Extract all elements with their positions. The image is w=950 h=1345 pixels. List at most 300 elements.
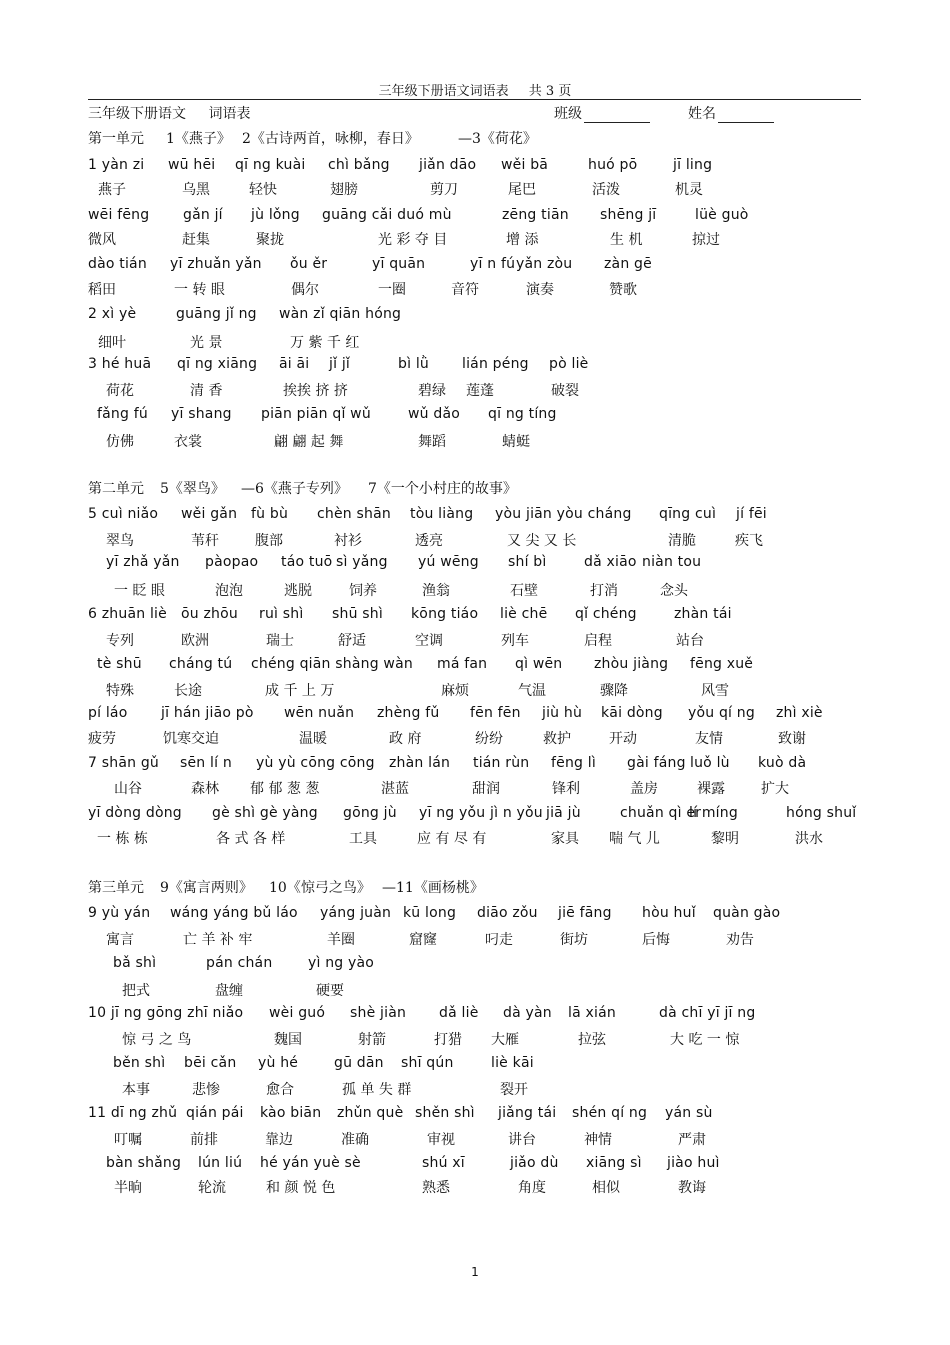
name-blank-field[interactable]	[718, 106, 774, 123]
pinyin-word: guāng cǎi duó mù	[322, 207, 452, 223]
hanzi-row	[88, 980, 861, 1000]
pinyin-word: qī ng tíng	[488, 406, 557, 422]
pinyin-row	[88, 1055, 861, 1075]
pinyin-word: má fan	[437, 656, 488, 672]
pinyin-word: shén qí ng	[572, 1105, 648, 1121]
pinyin-word: yù hé	[258, 1055, 299, 1071]
pinyin-word: kū long	[403, 905, 457, 921]
pinyin-word: yī ng yǒu jì n yǒu	[419, 805, 543, 821]
pinyin-word: qǐ chéng	[575, 606, 637, 622]
pinyin-word: yán sù	[665, 1105, 713, 1121]
hanzi-word: 衬衫	[334, 533, 362, 549]
pinyin-word: qì wēn	[515, 656, 563, 672]
hanzi-word: 仿佛	[106, 434, 134, 450]
hanzi-word: 政 府	[389, 731, 422, 747]
hanzi-word: 羊圈	[327, 932, 355, 948]
hanzi-word: 讲台	[508, 1132, 536, 1148]
pinyin-word: dà yàn	[503, 1005, 552, 1021]
pinyin-word: wěi gǎn	[181, 506, 238, 522]
pinyin-word: wáng yáng bǔ láo	[170, 905, 298, 921]
hanzi-word: 黎明	[711, 831, 739, 847]
hanzi-word: 燕子	[98, 182, 126, 198]
unit-name: 第三单元	[88, 880, 144, 896]
hanzi-row	[88, 332, 861, 352]
hanzi-word: 尾巴	[508, 182, 536, 198]
hanzi-word: 拉弦	[578, 1032, 606, 1048]
pinyin-word: lí míng	[689, 805, 738, 821]
pinyin-word: lún liú	[198, 1155, 243, 1171]
hanzi-word: 一 眨 眼	[114, 583, 165, 599]
lesson-title: 9《寓言两则》	[160, 880, 253, 896]
pinyin-word: zhàn lán	[389, 755, 451, 771]
hanzi-word: 音符	[451, 282, 479, 298]
pinyin-word: dào tián	[88, 256, 147, 272]
pinyin-row	[88, 207, 861, 227]
hanzi-word: 惊 弓 之 鸟	[122, 1032, 192, 1048]
pinyin-word: běn shì	[113, 1055, 166, 1071]
hanzi-word: 教诲	[678, 1180, 706, 1196]
hanzi-word: 洪水	[795, 831, 823, 847]
pinyin-word: fǎng fú	[97, 406, 148, 422]
hanzi-row	[88, 728, 861, 748]
hanzi-word: 赞歌	[609, 282, 637, 298]
hanzi-word: 本事	[122, 1082, 150, 1098]
hanzi-word: 透亮	[415, 533, 443, 549]
pinyin-word: kāi dòng	[601, 705, 663, 721]
hanzi-word: 硬要	[316, 983, 344, 999]
page-number: 1	[471, 1265, 479, 1279]
pinyin-row	[88, 905, 861, 925]
pinyin-word: yáng juàn	[320, 905, 392, 921]
pinyin-word: qī ng xiāng	[177, 356, 258, 372]
hanzi-word: 魏国	[274, 1032, 302, 1048]
hanzi-word: 喘 气 儿	[609, 831, 660, 847]
hanzi-row	[88, 630, 861, 650]
unit-heading	[88, 478, 861, 498]
hanzi-word: 盘缠	[215, 983, 243, 999]
hanzi-word: 掠过	[692, 232, 720, 248]
hanzi-row	[88, 1177, 861, 1197]
hanzi-word: 亡 羊 补 牢	[183, 932, 253, 948]
pinyin-row	[88, 506, 861, 526]
hanzi-word: 光 彩 夺 目	[378, 232, 448, 248]
hanzi-word: 神情	[584, 1132, 612, 1148]
hanzi-row	[88, 179, 861, 199]
pinyin-word: zhì xiè	[776, 705, 823, 721]
hanzi-word: 悲惨	[192, 1082, 220, 1098]
hanzi-word: 大 吃 一 惊	[670, 1032, 740, 1048]
lesson-title: —6《燕子专列》	[241, 481, 348, 497]
hanzi-word: 碧绿	[418, 383, 446, 399]
hanzi-word: 聚拢	[256, 232, 284, 248]
hanzi-word: 饲养	[349, 583, 377, 599]
hanzi-word: 生 机	[610, 232, 643, 248]
pinyin-word: fēng xuě	[690, 656, 754, 672]
title-row	[88, 103, 861, 123]
hanzi-row	[88, 778, 861, 798]
hanzi-word: 演奏	[526, 282, 554, 298]
hanzi-word: 长途	[174, 683, 202, 699]
hanzi-row	[88, 229, 861, 249]
hanzi-word: 翩 翩 起 舞	[274, 434, 344, 450]
pinyin-word: xiāng sì	[586, 1155, 642, 1171]
pinyin-word: shī qún	[401, 1055, 454, 1071]
pinyin-word: jiā jù	[546, 805, 581, 821]
unit-heading	[88, 877, 861, 897]
pinyin-word: wèi guó	[269, 1005, 326, 1021]
pinyin-word: hòu huǐ	[642, 905, 696, 921]
pinyin-word: yú wēng	[418, 554, 479, 570]
hanzi-row	[88, 1079, 861, 1099]
pinyin-word: liè kāi	[491, 1055, 534, 1071]
pinyin-word: bàn shǎng	[106, 1155, 182, 1171]
hanzi-word: 微风	[88, 232, 116, 248]
hanzi-word: 叼走	[485, 932, 513, 948]
lesson-title: 5《翠鸟》	[160, 481, 225, 497]
pinyin-word: jù lǒng	[251, 207, 300, 223]
pinyin-word: fù bù	[251, 506, 289, 522]
hanzi-word: 轻快	[249, 182, 277, 198]
pinyin-word: dǎ xiāo	[584, 554, 637, 570]
pinyin-word: tián rùn	[473, 755, 530, 771]
hanzi-word: 增 添	[506, 232, 539, 248]
pinyin-word: yī quān	[372, 256, 426, 272]
pinyin-word: yù yù cōng cōng	[256, 755, 375, 771]
hanzi-word: 家具	[551, 831, 579, 847]
pinyin-row	[88, 656, 861, 676]
hanzi-word: 专列	[106, 633, 134, 649]
pinyin-word: jí fēi	[736, 506, 767, 522]
hanzi-word: 莲蓬	[466, 383, 494, 399]
hanzi-word: 裂开	[500, 1082, 528, 1098]
hanzi-word: 泡泡	[215, 583, 243, 599]
pinyin-word: qián pái	[186, 1105, 244, 1121]
pinyin-word: gè shì gè yàng	[212, 805, 318, 821]
hanzi-row	[88, 530, 861, 550]
pinyin-word: 2 xì yè	[88, 306, 137, 322]
hanzi-word: 清脆	[668, 533, 696, 549]
hanzi-word: 清 香	[190, 383, 223, 399]
unit-heading	[88, 128, 861, 148]
pinyin-word: pò liè	[549, 356, 589, 372]
page-header	[0, 80, 950, 99]
pinyin-word: luǒ lù	[690, 755, 730, 771]
hanzi-word: 孤 单 失 群	[342, 1082, 412, 1098]
lesson-title: 10《惊弓之鸟》	[269, 880, 371, 896]
hanzi-word: 和 颜 悦 色	[266, 1180, 336, 1196]
pinyin-word: quàn gào	[713, 905, 781, 921]
hanzi-word: 前排	[190, 1132, 218, 1148]
hanzi-word: 森林	[191, 781, 219, 797]
hanzi-row	[88, 929, 861, 949]
hanzi-word: 成 千 上 万	[265, 683, 335, 699]
pinyin-word: ruì shì	[259, 606, 304, 622]
hanzi-word: 疲劳	[88, 731, 116, 747]
hanzi-word: 相似	[592, 1180, 620, 1196]
pinyin-word: zàn gē	[604, 256, 652, 272]
pinyin-row	[88, 356, 861, 376]
hanzi-word: 一圈	[378, 282, 406, 298]
table-title: 词语表	[208, 106, 251, 122]
header-title: 三年级下册语文词语表	[378, 84, 509, 99]
hanzi-word: 裸露	[697, 781, 725, 797]
pinyin-word: shè jiàn	[350, 1005, 407, 1021]
hanzi-word: 把式	[122, 983, 150, 999]
hanzi-word: 苇秆	[191, 533, 219, 549]
hanzi-word: 后悔	[642, 932, 670, 948]
pinyin-word: wēi fēng	[88, 207, 150, 223]
hanzi-word: 欧洲	[181, 633, 209, 649]
pinyin-word: wàn zǐ qiān hóng	[279, 306, 402, 322]
pinyin-word: zhàn tái	[674, 606, 732, 622]
pinyin-word: gū dān	[334, 1055, 384, 1071]
subject-title: 三年级下册语文	[88, 106, 186, 122]
hanzi-word: 渔翁	[422, 583, 450, 599]
hanzi-word: 严肃	[678, 1132, 706, 1148]
hanzi-word: 石壁	[510, 583, 538, 599]
hanzi-word: 应 有 尽 有	[417, 831, 487, 847]
pinyin-row	[88, 1155, 861, 1175]
pinyin-row	[88, 1005, 861, 1025]
pinyin-row	[88, 606, 861, 626]
pinyin-word: jiǎng tái	[498, 1105, 557, 1121]
pinyin-word: yì ng yào	[308, 955, 375, 971]
pinyin-word: 11 dī ng zhǔ	[88, 1105, 178, 1121]
pinyin-word: jiǎo dù	[510, 1155, 559, 1171]
pinyin-word: gài fáng	[627, 755, 686, 771]
hanzi-word: 列车	[501, 633, 529, 649]
pinyin-row	[88, 755, 861, 775]
pinyin-word: ōu zhōu	[181, 606, 238, 622]
hanzi-word: 特殊	[106, 683, 134, 699]
hanzi-word: 山谷	[114, 781, 142, 797]
pinyin-word: dà chī yī jī ng	[659, 1005, 756, 1021]
pinyin-word: sì yǎng	[336, 554, 388, 570]
hanzi-word: 麻烦	[441, 683, 469, 699]
pinyin-word: táo tuō	[281, 554, 333, 570]
hanzi-word: 射箭	[358, 1032, 386, 1048]
pinyin-word: āi āi	[279, 356, 310, 372]
hanzi-word: 开动	[609, 731, 637, 747]
pinyin-word: kuò dà	[758, 755, 807, 771]
hanzi-word: 纷纷	[475, 731, 503, 747]
hanzi-word: 站台	[676, 633, 704, 649]
pinyin-word: zhèng fǔ	[377, 705, 440, 721]
pinyin-row	[88, 1105, 861, 1125]
hanzi-word: 扩大	[761, 781, 789, 797]
hanzi-word: 温暖	[299, 731, 327, 747]
hanzi-word: 光 景	[190, 335, 223, 351]
pinyin-word: chì bǎng	[328, 157, 390, 173]
hanzi-word: 劝告	[726, 932, 754, 948]
pinyin-row	[88, 157, 861, 177]
hanzi-word: 审视	[427, 1132, 455, 1148]
pinyin-word: huó pō	[588, 157, 638, 173]
pinyin-word: wěi bā	[501, 157, 549, 173]
pinyin-word: qī ng kuài	[235, 157, 306, 173]
pinyin-word: hé yán yuè sè	[260, 1155, 361, 1171]
hanzi-word: 街坊	[560, 932, 588, 948]
pinyin-word: yī shang	[171, 406, 232, 422]
hanzi-word: 偶尔	[291, 282, 319, 298]
hanzi-word: 腹部	[255, 533, 283, 549]
pinyin-row	[88, 554, 861, 574]
hanzi-word: 翅膀	[330, 182, 358, 198]
pinyin-word: yòu jiān yòu cháng	[495, 506, 632, 522]
hanzi-word: 窟窿	[409, 932, 437, 948]
pinyin-word: guāng jǐ ng	[176, 306, 257, 322]
pinyin-word: chéng qiān shàng wàn	[251, 656, 413, 672]
hanzi-word: 荷花	[106, 383, 134, 399]
pinyin-word: pàopao	[205, 554, 259, 570]
pinyin-row	[88, 955, 861, 975]
unit-name: 第一单元	[88, 131, 144, 147]
hanzi-word: 风雪	[701, 683, 729, 699]
hanzi-word: 饥寒交迫	[163, 731, 219, 747]
hanzi-word: 大雁	[491, 1032, 519, 1048]
pinyin-word: yī zhǎ yǎn	[106, 554, 180, 570]
pinyin-word: lián péng	[462, 356, 529, 372]
pinyin-row	[88, 805, 861, 825]
pinyin-word: yī n fú	[470, 256, 516, 272]
pinyin-word: shū shì	[332, 606, 383, 622]
pinyin-word: shēng jī	[600, 207, 657, 223]
pinyin-word: diāo zǒu	[477, 905, 538, 921]
hanzi-word: 寓言	[106, 932, 134, 948]
pinyin-word: 1 yàn zi	[88, 157, 145, 173]
hanzi-row	[88, 1129, 861, 1149]
hanzi-word: 轮流	[198, 1180, 226, 1196]
pinyin-word: jǐ jǐ	[329, 356, 351, 372]
pinyin-word: yǒu qí ng	[688, 705, 755, 721]
pinyin-word: jiē fāng	[558, 905, 612, 921]
hanzi-word: 工具	[349, 831, 377, 847]
hanzi-word: 逃脱	[284, 583, 312, 599]
hanzi-word: 挨挨 挤 挤	[283, 383, 348, 399]
pinyin-word: ǒu ěr	[290, 256, 328, 272]
hanzi-word: 又 尖 又 长	[507, 533, 577, 549]
hanzi-row	[88, 431, 861, 451]
hanzi-word: 赶集	[182, 232, 210, 248]
pinyin-word: jī hán jiāo pò	[161, 705, 254, 721]
hanzi-word: 机灵	[675, 182, 703, 198]
pinyin-word: gōng jù	[343, 805, 397, 821]
pinyin-word: jiù hù	[542, 705, 583, 721]
pinyin-word: liè chē	[500, 606, 548, 622]
hanzi-word: 蜻蜓	[502, 434, 530, 450]
hanzi-word: 郁 郁 葱 葱	[250, 781, 320, 797]
hanzi-word: 湛蓝	[381, 781, 409, 797]
hanzi-word: 空调	[415, 633, 443, 649]
hanzi-word: 破裂	[551, 383, 579, 399]
lesson-title: 1《燕子》	[166, 131, 231, 147]
pinyin-row	[88, 306, 861, 326]
hanzi-word: 致谢	[778, 731, 806, 747]
hanzi-word: 甜润	[472, 781, 500, 797]
pinyin-word: jī ling	[673, 157, 713, 173]
pinyin-word: wǔ dǎo	[408, 406, 461, 422]
hanzi-word: 友情	[695, 731, 723, 747]
hanzi-word: 锋利	[552, 781, 580, 797]
pinyin-word: dǎ liè	[439, 1005, 479, 1021]
pinyin-word: shěn shì	[415, 1105, 475, 1121]
pinyin-word: yī zhuǎn yǎn	[170, 256, 262, 272]
lesson-title: —3《荷花》	[458, 131, 537, 147]
name-label: 姓名	[688, 106, 716, 122]
header-page-count: 共 3 页	[528, 84, 572, 99]
pinyin-word: sēn lí n	[180, 755, 232, 771]
pinyin-word: piān piān qǐ wǔ	[261, 406, 371, 422]
pinyin-word: bēi cǎn	[184, 1055, 237, 1071]
class-label: 班级	[554, 106, 582, 122]
pinyin-word: 9 yù yán	[88, 905, 151, 921]
hanzi-row	[88, 828, 861, 848]
pinyin-word: bǎ shì	[113, 955, 157, 971]
pinyin-word: zhǔn què	[337, 1105, 404, 1121]
pinyin-word: wū hēi	[168, 157, 216, 173]
pinyin-word: chèn shān	[317, 506, 391, 522]
pinyin-word: jiǎn dāo	[419, 157, 477, 173]
hanzi-word: 一 转 眼	[174, 282, 225, 298]
header-rule	[88, 99, 861, 100]
hanzi-word: 骤降	[600, 683, 628, 699]
pinyin-word: 6 zhuān liè	[88, 606, 167, 622]
pinyin-word: 10 jī ng gōng zhī niǎo	[88, 1005, 244, 1021]
pinyin-word: zēng tiān	[502, 207, 569, 223]
pinyin-row	[88, 406, 861, 426]
hanzi-word: 翠鸟	[106, 533, 134, 549]
lesson-title: 7《一个小村庄的故事》	[368, 481, 517, 497]
hanzi-word: 瑞士	[266, 633, 294, 649]
hanzi-word: 舒适	[338, 633, 366, 649]
pinyin-word: gǎn jí	[183, 207, 223, 223]
hanzi-word: 打消	[590, 583, 618, 599]
hanzi-word: 半晌	[114, 1180, 142, 1196]
pinyin-row	[88, 256, 861, 276]
pinyin-word: pán chán	[206, 955, 273, 971]
pinyin-word: bì lǜ	[398, 356, 429, 372]
hanzi-word: 剪刀	[430, 182, 458, 198]
hanzi-word: 细叶	[98, 335, 126, 351]
pinyin-word: niàn tou	[642, 554, 702, 570]
pinyin-word: cháng tú	[169, 656, 233, 672]
pinyin-word: tè shū	[97, 656, 142, 672]
pinyin-word: pí láo	[88, 705, 128, 721]
hanzi-word: 打猎	[434, 1032, 462, 1048]
pinyin-word: yǎn zòu	[516, 256, 573, 272]
pinyin-word: shí bì	[508, 554, 547, 570]
lesson-title: 2《古诗两首，咏柳，春日》	[242, 131, 419, 147]
hanzi-word: 气温	[518, 683, 546, 699]
hanzi-row	[88, 1029, 861, 1049]
pinyin-word: lüè guò	[695, 207, 749, 223]
class-blank-field[interactable]	[584, 106, 650, 123]
hanzi-word: 万 紫 千 红	[290, 335, 360, 351]
hanzi-word: 靠边	[265, 1132, 293, 1148]
hanzi-word: 救护	[543, 731, 571, 747]
pinyin-word: 7 shān gǔ	[88, 755, 159, 771]
hanzi-word: 熟悉	[422, 1180, 450, 1196]
pinyin-word: 3 hé huā	[88, 356, 152, 372]
pinyin-word: qīng cuì	[659, 506, 717, 522]
pinyin-row	[88, 705, 861, 725]
pinyin-word: zhòu jiàng	[594, 656, 669, 672]
hanzi-word: 角度	[518, 1180, 546, 1196]
pinyin-word: jiào huì	[667, 1155, 720, 1171]
lesson-title: —11《画杨桃》	[382, 880, 484, 896]
pinyin-word: hóng shuǐ	[786, 805, 857, 821]
hanzi-word: 活泼	[592, 182, 620, 198]
